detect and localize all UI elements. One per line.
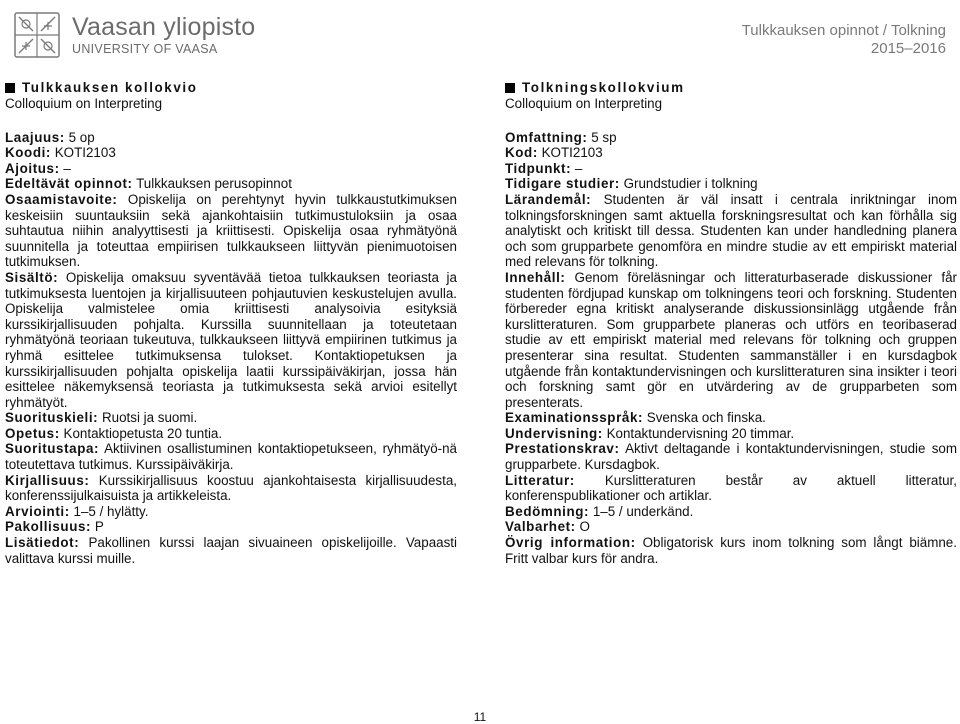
page-number: 11 [473,710,487,724]
field-laajuus: Laajuus: 5 op [5,129,95,145]
university-name: Vaasan yliopisto [72,12,256,41]
field-lisatiedot: Lisätiedot: Pakollinen kurssi laajan sivuaineen opiskelijoille. Vapaasti valittava kurssi muille. [5,535,457,566]
field-suoritustapa: Suoritustapa: Aktiivinen osallistuminen kontaktiopetukseen, ryhmätyö-nä toteutettava tutkimus. Kurssipäiväkirja. [5,441,457,473]
field-litteratur: Litteratur: Kurslitteraturen består av aktuell litteratur, konferenspublikationer och artiklar. [505,472,957,504]
field-omfattning: Omfattning: 5 sp [505,129,617,145]
section-subtitle: Colloquium on Interpreting [505,96,663,111]
field-edeltavat-opinnot: Edeltävät opinnot: Tulkkauksen perusopinnot [5,176,292,192]
field-opetus: Opetus: Kontaktiopetusta 20 tuntia. [5,425,223,441]
field-osaamistavoite: Osaamistavoite: Opiskelija on perehtynyt hyvin tulkkaustutkimuksen keskeisiin suuntauksiin sekä ajankohtaisiin tutkimustuloksiin ja osaa suhtautua niihin analyyttisesti ja kriittisesti. Opiskelija osaa ryhmätyönä suunnitella ja toteuttaa empiirisen tulkkaukseen liittyvän pienimuotoisen tutkimuksen. [5,191,457,270]
square-bullet-icon [505,83,515,93]
field-koodi: Koodi: KOTI2103 [5,145,116,161]
field-bedomning: Bedömning: 1–5 / underkänd. [505,503,694,519]
section-title: Tulkkauksen kollokvio [5,80,457,96]
field-kirjallisuus: Kirjallisuus: Kurssikirjallisuus koostuu ajankohtaisesta kirjallisuudesta, konferenssijulkaisuista ja artikkeleista. [5,472,457,504]
field-tidpunkt: Tidpunkt: – [505,160,583,176]
document-title: Tulkkauksen opinnot / Tolkning [741,22,946,39]
field-ajoitus: Ajoitus: – [5,160,71,176]
field-ovrig-information: Övrig information: Obligatorisk kurs inom tolkning som långt biämne. Fritt valbar kurs för andra. [505,535,957,566]
academic-years: 2015–2016 [870,40,946,57]
university-logo [14,12,255,58]
field-arviointi: Arviointi: 1–5 / hylätty. [5,503,149,519]
field-larandemal: Lärandemål: Studenten är väl insatt i centrala inriktningar inom tolkningsforskningen samt aktuella forskningsresultat och kan förhålla sig analytiskt och kritiskt till dessa. Studenten kan under handledning planera och som grupparbete genomföra en mindre studie av ett empiriskt material med relevans för tolkning. [505,191,957,270]
field-prestationskrav: Prestationskrav: Aktivt deltagande i kontaktundervisningen, studie som grupparbete. Kursdagbok. [505,441,958,473]
field-undervisning: Undervisning: Kontaktundervisning 20 timmar. [505,425,795,441]
field-sisalto: Sisältö: Opiskelija omaksuu syventävää tietoa tulkkauksen teoriasta ja tutkimuksesta luentojen ja kirjallisuuteen pohjautuvien keskustelujen avulla. Opiskelija valmistelee omia kriittisesti analysoivia esityksiä kurssikirjallisuuden pohjalta. Kurssilla suunnitellaan ja toteutetaan ryhmätyönä teoriaan tukeutuva, tulkkaukseen liittyvä empiirinen tutkimus ja ryhmä esittelee tutkimuksensa tulokset. Kontaktiopetuksen ja kurssikirjallisuuden pohjalta opiskelija laatii kurssipäiväkirjan, jossa hän esittelee näkemyksensä teoriasta ja tutkimuksesta sekä arvioi esitellyt ryhmätyöt. [5,269,457,410]
university-emblem-icon [14,12,60,58]
swedish-course-column [505,80,957,566]
section-subtitle: Colloquium on Interpreting [5,96,163,111]
field-valbarhet: Valbarhet: O [505,519,590,535]
finnish-course-column [5,80,457,566]
field-examinationssprak: Examinationsspråk: Svenska och finska. [505,410,766,426]
square-bullet-icon [5,83,15,93]
field-suorituskieli: Suorituskieli: Ruotsi ja suomi. [5,410,198,426]
field-pakollisuus: Pakollisuus: P [5,519,104,535]
section-title: Tolkningskollokvium [505,80,957,96]
document-header [742,22,946,58]
field-kod: Kod: KOTI2103 [505,145,603,161]
university-name-english: UNIVERSITY OF VAASA [72,41,218,56]
field-tidigare-studier: Tidigare studier: Grundstudier i tolkning [505,176,758,192]
field-innehall: Innehåll: Genom föreläsningar och litteraturbaserade diskussioner får studenten fördjupad kunskap om tolkningens teori och forskning. Studenten förbereder egna kritiskt analyserande diskussionsinlägg utgående från kurslitteraturen. Som grupparbete planeras och utförs en teoribaserad studie av ett empiriskt material med relevans för tolkning och gruppen presenterar sina resultat. Studenten sammanställer i en kursdagbok utgående från kontaktundervisningen och kurslitteraturen sina insikter i teori och forskning samt gör en utvärdering av de grupparbeten som presenterats. [505,269,957,410]
